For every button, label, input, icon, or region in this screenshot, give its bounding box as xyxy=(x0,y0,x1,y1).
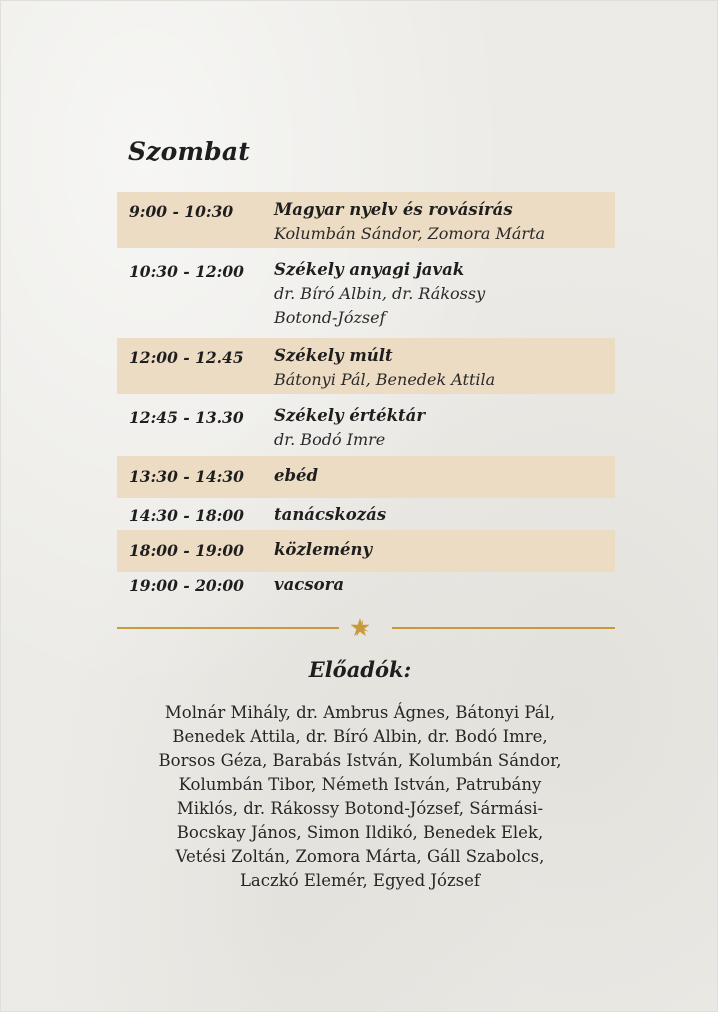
schedule-row xyxy=(117,456,615,498)
schedule-row xyxy=(117,498,615,534)
session-title: vacsora xyxy=(274,575,345,594)
speakers-line: Molnár Mihály, dr. Ambrus Ágnes, Bátonyi Pál, xyxy=(164,703,556,722)
divider-line-right xyxy=(392,627,615,629)
schedule-row xyxy=(117,572,615,608)
session-time: 19:00 - 20:00 xyxy=(129,576,244,595)
schedule-row xyxy=(117,254,615,334)
session-time: 12:00 - 12.45 xyxy=(129,348,244,367)
session-title: Székely múlt xyxy=(274,346,393,365)
session-speakers: dr. Bíró Albin, dr. Rákossy xyxy=(274,284,486,303)
schedule-row xyxy=(117,530,615,572)
session-speakers: Botond-József xyxy=(274,308,386,327)
session-title: közlemény xyxy=(274,540,373,559)
session-time: 18:00 - 19:00 xyxy=(129,541,244,560)
ornamental-divider xyxy=(117,616,615,640)
session-title: Magyar nyelv és rovásírás xyxy=(274,200,513,219)
schedule-row xyxy=(117,192,615,248)
sun-moon-icon xyxy=(346,616,388,640)
schedule-row xyxy=(117,338,615,394)
session-time: 10:30 - 12:00 xyxy=(129,262,244,281)
speakers-line: Laczkó Elemér, Egyed József xyxy=(239,871,481,890)
session-time: 9:00 - 10:30 xyxy=(129,202,234,221)
session-title: tanácskozás xyxy=(274,505,387,524)
session-speakers: Bátonyi Pál, Benedek Attila xyxy=(274,370,496,389)
speakers-line: Borsos Géza, Barabás István, Kolumbán Sándor, xyxy=(158,751,562,770)
divider-line-left xyxy=(117,627,339,629)
speakers-line: Benedek Attila, dr. Bíró Albin, dr. Bodó Imre, xyxy=(172,727,548,746)
speakers-line: Vetési Zoltán, Zomora Márta, Gáll Szabolcs, xyxy=(175,847,545,866)
session-speakers: dr. Bodó Imre xyxy=(274,430,386,449)
schedule-row xyxy=(117,398,615,454)
session-title: ebéd xyxy=(274,466,319,485)
day-title: Szombat xyxy=(128,137,251,166)
session-time: 13:30 - 14:30 xyxy=(129,467,244,486)
session-title: Székely értéktár xyxy=(274,406,426,425)
session-time: 12:45 - 13.30 xyxy=(129,408,244,427)
speakers-heading: Előadók: xyxy=(308,657,412,682)
session-speakers: Kolumbán Sándor, Zomora Márta xyxy=(274,224,546,243)
speakers-line: Kolumbán Tibor, Németh István, Patrubány xyxy=(178,775,542,794)
speakers-line: Miklós, dr. Rákossy Botond-József, Sármási- xyxy=(176,799,544,818)
session-title: Székely anyagi javak xyxy=(274,260,465,279)
session-time: 14:30 - 18:00 xyxy=(129,506,244,525)
speakers-line: Bocskay János, Simon Ildikó, Benedek Elek, xyxy=(176,823,544,842)
